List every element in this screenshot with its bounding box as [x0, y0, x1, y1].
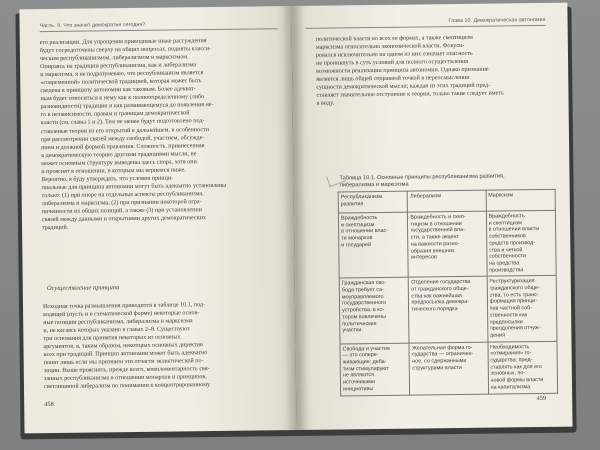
text-line: политической власти во всех ее формах, а также скептицизм — [315, 34, 473, 43]
table-cell-line: формация принци- — [489, 298, 538, 306]
left-paragraph-2 — [43, 300, 276, 391]
left-head-rule — [40, 28, 278, 32]
text-line: занных республиканизма в отношении монархов и принципов, — [43, 374, 207, 383]
table-cell — [488, 341, 558, 394]
text-line: «современной» политической традицией, которая может быть — [40, 78, 202, 87]
text-line: ровался исключительно на одном из них означает опасность — [315, 50, 473, 59]
table-cell-line: сти, а также акцент — [410, 234, 460, 241]
table-cell-line: тизм стимулируют — [342, 365, 389, 373]
table-cell-line: ное, со сдержанными — [412, 357, 467, 365]
section-title: Осуществление принципа — [46, 284, 120, 293]
text-line: зиции. Выше прояснить, прежде всего, комплементарность свя- — [43, 366, 210, 375]
text-line: Опираясь на традиции республиканизма, как и либерализма — [40, 62, 197, 71]
text-line: и прояснят в отношении, в которым мы вернемся ниже. — [41, 167, 186, 175]
table-header-row — [338, 189, 555, 213]
table-cell — [338, 212, 408, 278]
table-cell-line: ства и четкой — [488, 246, 523, 254]
table-cell-line: и государей — [341, 241, 372, 249]
text-line: власти (см. главы 1 и 2). Тем не менее будут подготовлено под- — [40, 118, 205, 127]
text-line: нием и должной формой правления. Сложность, привнесенная — [41, 142, 205, 151]
text-line: всех при традиций. Принцип автономии может быть адекватно — [43, 350, 208, 359]
text-line: марксизма относительно экономической власти. Фокуси- — [315, 42, 465, 51]
table-cell-line: дения — [489, 332, 506, 339]
text-line: и марксизма, я не подразумеваю, что республиканизм является — [40, 70, 204, 79]
text-line: его реализации. Для упрощения приводимые ниже рассуждения — [39, 38, 207, 47]
table-cell — [409, 342, 488, 395]
table-cell — [409, 277, 488, 343]
text-line: возможности реализации принципа автономии. Однако признание — [316, 66, 489, 75]
table-cell-line: собственников — [488, 233, 526, 240]
text-line: традиций. — [42, 224, 69, 232]
table-cell-line: предпосылки — [489, 318, 523, 326]
table-cell-line: ства как важнейшая — [411, 292, 462, 300]
text-line: сущности демократической мысли; каждая из этих традиций пред- — [316, 82, 491, 92]
table-cell-line: Реструктуризация — [489, 278, 535, 285]
table-cell-line: на капитализма — [490, 384, 531, 391]
table-cell — [340, 343, 410, 396]
table-row — [339, 276, 557, 344]
table-cell-line: государственной вла- — [410, 227, 465, 235]
table-cell — [339, 277, 409, 343]
right-page — [291, 3, 572, 430]
left-paragraph-1 — [40, 36, 274, 232]
text-line: ставляет значительное отступение к теории, только такие следует иметь — [316, 90, 504, 100]
text-line: и, не касаясь которых указано в главах 2–8. Существуют — [43, 326, 190, 335]
text-line: ниченности их общих позиций, а также (3) при установлении — [41, 207, 202, 216]
table-cell-line: от гражданского обще- — [411, 285, 469, 293]
table-cell-line: новой формы власти — [490, 377, 544, 384]
table-cell-line: ства, то есть транс- — [489, 291, 539, 299]
table-caption-line-2: либерализма и марксизма — [339, 181, 409, 189]
table-cell-line: — это сопере- — [342, 352, 379, 359]
text-line: только: (1) при опоре на отдельные аспекты республиканизма, — [41, 191, 204, 199]
text-line: водящей (пусть и в схематической форме) некоторые основ- — [43, 310, 200, 319]
text-line: либерализма и марксизма, (2) при признании некоторой огра- — [41, 199, 202, 208]
table-cell-line: источниками — [342, 379, 375, 386]
table-cell-line: устройства, в ко- — [342, 307, 385, 314]
table-cell-line: не являются — [342, 372, 375, 379]
right-page-number: 459 — [536, 394, 547, 403]
table-cell-line: основных, по- — [490, 370, 526, 378]
text-line: при рассмотрении связей между свободой, участием, обсужде- — [40, 134, 205, 143]
table-cell-line: и скептицизм — [488, 219, 522, 227]
table-row — [338, 210, 556, 278]
text-line: ным будет относиться к нему как к полноопределенному (либо — [40, 94, 205, 103]
table-cell-line: в отношении власти — [488, 226, 540, 234]
table-cell-line: образия внешних — [410, 247, 455, 255]
text-line: не проникнуть в суть условий для полного осуществления — [316, 59, 469, 67]
text-line: Вероятно, я буду утверждать, что условия принци- — [41, 175, 174, 183]
table-cell-line: предпосылка демокра- — [411, 299, 470, 307]
text-line: в виду. — [316, 100, 335, 108]
text-line: ные позиции республиканизма, либерализма и марксизма — [43, 318, 193, 327]
right-paragraph-1 — [316, 33, 549, 108]
table-cell — [486, 210, 556, 276]
text-line: Исходная точка размышления приводится в таблице 10.1, под- — [42, 302, 206, 311]
table-cell-line: собственности — [488, 253, 526, 260]
text-line: связей между данными и открытиями других демократических — [41, 215, 207, 224]
table-cell-line: преодоления отчуж- — [489, 325, 541, 332]
table-cell — [408, 211, 487, 277]
table-cell-line: на средства — [489, 260, 520, 267]
table-cell-line: тором вовлечены — [342, 313, 386, 321]
table-caption-line-1: Таблица 10.1. Основные принципы республиканизма развития, — [339, 173, 505, 182]
table-cell-line: интересов — [410, 254, 437, 261]
right-running-head: Глава 10. Демократическая автономия — [448, 16, 546, 25]
text-line: понят лишь если мы признаем эти отчасти эклектической по- — [43, 358, 204, 367]
table-cell-line: ственности как — [489, 312, 528, 319]
principles-table — [338, 189, 558, 396]
text-line: ставленые теории из его открытий в дальнейшем, в особенности — [40, 126, 209, 135]
table-cell-line: живающие; деба- — [342, 358, 387, 366]
text-line: в демократическую теорию другими традициями мысли, не — [41, 150, 197, 159]
table-cell-line: средств производ- — [488, 239, 536, 247]
table-cell-line: Необходимость — [490, 343, 530, 351]
table-cell-line: гражданского обще- — [489, 285, 540, 292]
text-line: ческим республиканизмом, либерализмом и марксизмом. — [39, 54, 189, 63]
table-cell-line: Желательная форма го- — [411, 344, 473, 352]
text-line: аргументов, я, таким образом, некоторых основных директив — [43, 342, 203, 351]
table-cell-line: пов частной соб- — [489, 305, 533, 312]
table-cell-line: Отделение государства — [411, 279, 471, 286]
open-book — [19, 3, 572, 442]
table-cell-line: в отношении влас- — [341, 228, 389, 235]
table-cell-line: Враждебность — [340, 215, 378, 222]
table-cell-line: производства — [489, 266, 524, 274]
text-line: являетcя лишь общей отправной точкой в переосмыслении — [316, 75, 470, 83]
left-running-head: Часть. II. Что значит демократия сегодня? — [39, 21, 146, 30]
table-cell-line: Свобода и участие — [342, 345, 391, 353]
table-cell-line: сударства; пред- — [490, 357, 533, 364]
table-cell-line: государственного — [341, 300, 387, 307]
text-line: пиальные для принципа автономии могут быть адекватно установлены — [41, 182, 227, 191]
table-cell-line: Гражданская сво- — [341, 280, 387, 287]
table-cell-line: бода требует са- — [341, 286, 384, 294]
table-cell-line: «отмирания» го- — [490, 350, 532, 357]
table-cell-line: инициативы — [343, 385, 374, 393]
table-cell-line: моуправляемого — [341, 293, 384, 301]
table-cell-line: Враждебность — [488, 213, 525, 220]
table-cell-line: участки — [342, 327, 362, 334]
table-header-liberalism: Либерализм — [408, 190, 486, 212]
table-header-marxism: Марксизм — [486, 189, 556, 211]
text-line: светлишиной либерализм по понимании к концентрированному — [43, 382, 211, 391]
left-page-number: 458 — [44, 400, 54, 409]
table-header-republicanism: Республиканизм развития — [338, 191, 408, 213]
table-cell-line: и скептицизм — [341, 221, 375, 229]
right-head-rule — [306, 25, 546, 29]
table-cell-line: ти монархов — [341, 235, 373, 242]
table-caption — [339, 173, 549, 190]
text-line: го в независимости, правам и границам демократической — [40, 110, 190, 119]
table-cell-line: тического порядка — [411, 306, 458, 313]
left-page — [19, 6, 296, 433]
table-cell-line: политические — [342, 320, 377, 327]
table-cell-line: Враждебность и скеп- — [410, 213, 466, 221]
text-line: сведена к принципу автономии как таковым. Более адекват- — [40, 86, 196, 95]
table-cell — [487, 276, 557, 342]
table-cell-line: структурами власти — [412, 364, 462, 372]
table-cell-line: ставлять как для его — [490, 363, 542, 371]
table-cell-line: тицизм в отношении — [410, 220, 462, 228]
table-cell-line: на важности разно- — [410, 240, 460, 248]
table-cell-line: сударства — ограничен- — [412, 351, 474, 358]
table-row — [340, 341, 558, 396]
text-line: может основным структуру выведены здесь спора, хотя они — [41, 158, 197, 167]
text-line: три основания для принятия некоторых из основных — [43, 334, 181, 343]
text-line: разновидности) традиции и как развивающемуся до появления не- — [40, 102, 214, 111]
text-line: будут сосредоточены сверху на общих вопросах, подняты класси- — [39, 46, 212, 55]
